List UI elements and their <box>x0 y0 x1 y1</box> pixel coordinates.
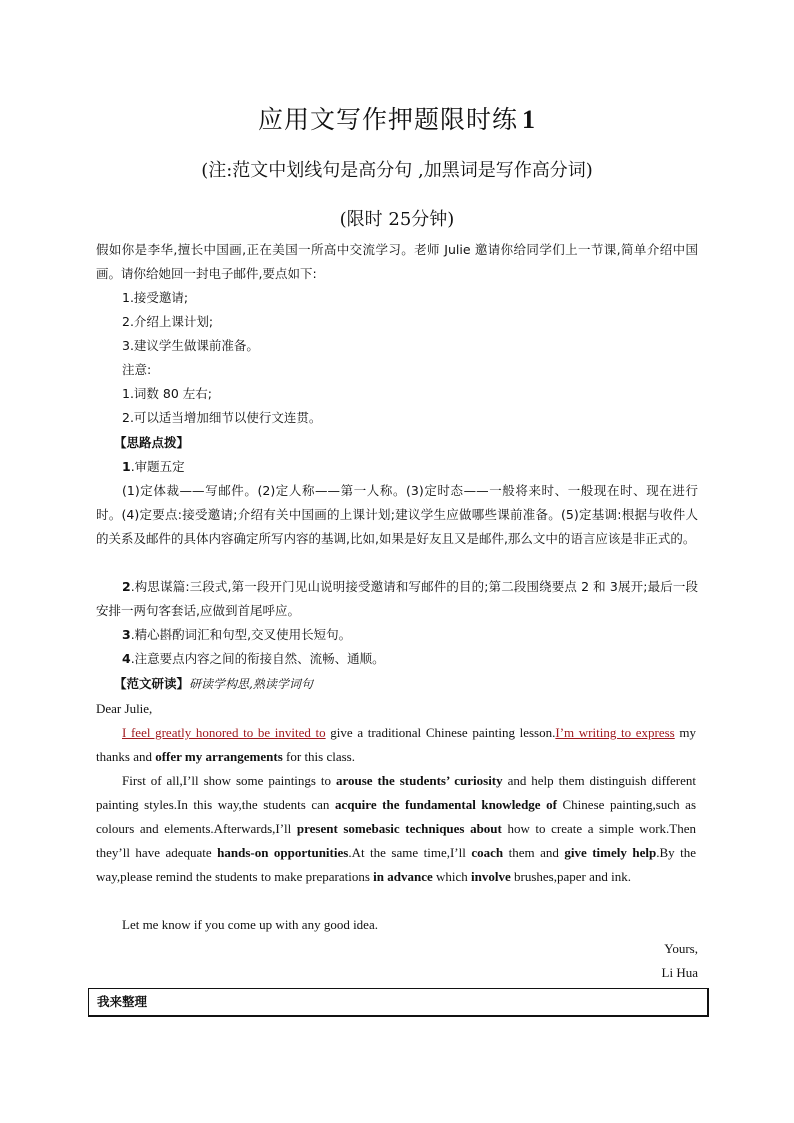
closing: Yours, <box>664 941 698 956</box>
high-score-word: give timely help <box>564 845 657 860</box>
text-run: brushes,paper and ink. <box>510 869 631 884</box>
tips-step-1-body: (1)定体裁——写邮件。(2)定人称——第一人称。(3)定时态——一般将来时、一般现在时、现在进行时。(4)定要点:接受邀请;介绍有关中国画的上课计划;建议学生应做哪些课前准备。(5)定基调:根据与收件人的关系及邮件的具体内容确定所写内容的基调,比如,如果是好友且又是邮件,那么文中的语言应该是非正式的。 <box>96 483 698 546</box>
title-text: 应用文写作押题限时练 <box>257 105 518 134</box>
text-run: and help them distinguish different painting styles.In this way,the students can <box>96 773 696 812</box>
signature: Li Hua <box>661 965 698 980</box>
model-paragraph-2 <box>96 769 696 889</box>
text-run: First of all,I’ll show some paintings to <box>122 773 336 788</box>
tips-step-1-title <box>122 455 185 479</box>
step-number: 1 <box>122 459 131 474</box>
step-number: 4 <box>122 651 131 666</box>
text-run: which <box>432 869 472 884</box>
step-text: .构思谋篇:三段式,第一段开门见山说明接受邀请和写邮件的目的;第二段围绕要点 2 和 3展开;最后一段安排一两句客套话,应做到首尾呼应。 <box>96 579 698 618</box>
tips-step-3 <box>122 623 351 647</box>
model-paragraph-1 <box>96 721 696 769</box>
high-score-word: acquire the fundamental knowledge of <box>334 797 557 812</box>
high-score-sentence: I’m writing to express <box>555 725 675 740</box>
text-run: for this class. <box>282 749 355 764</box>
tips-label: 【思路点拨】 <box>114 435 190 450</box>
text-run: them and <box>503 845 565 860</box>
text-run: .At the same time,I’ll <box>348 845 472 860</box>
text-run: my thanks and <box>96 725 696 764</box>
high-score-word: present somebasic techniques about <box>296 821 502 836</box>
page-title <box>0 100 794 136</box>
step-text: .精心斟酌词汇和句型,交叉使用长短句。 <box>130 627 352 642</box>
text-run: Chinese painting,such as colours and elements.Afterwards,I’ll <box>96 797 696 836</box>
tips-step-2 <box>96 575 698 623</box>
subtitle-note: (注:范文中划线句是高分句 ,加黑词是写作高分词) <box>201 160 593 181</box>
time-limit: (限时 25分钟) <box>339 209 455 230</box>
high-score-word: hands-on opportunities <box>217 845 349 860</box>
notes-box-label: 我来整理 <box>97 994 148 1009</box>
notes-label: 注意: <box>122 362 152 377</box>
step-text: .审题五定 <box>130 459 185 474</box>
text-run: .By the way,please remind the students to make preparations <box>96 845 696 884</box>
prompt-intro: 假如你是李华,擅长中国画,正在美国一所高中交流学习。老师 Julie 邀请你给同学们上一节课,简单介绍中国画。请你给她回一封电子邮件,要点如下: <box>96 242 698 281</box>
note-2: 2.可以适当增加细节以使行文连贯。 <box>122 410 322 425</box>
model-label-text: 【范文研读】 <box>114 676 190 691</box>
step-number: 3 <box>122 627 131 642</box>
prompt-point-3: 3.建议学生做课前准备。 <box>122 338 259 353</box>
title-number: 1 <box>522 105 536 134</box>
high-score-word: offer my arrangements <box>155 749 283 764</box>
step-text: .注意要点内容之间的衔接自然、流畅、通顺。 <box>130 651 385 666</box>
tips-step-4 <box>122 647 385 671</box>
note-1: 1.词数 80 左右; <box>122 386 212 401</box>
model-label-note: 研读学构思,熟读学词句 <box>189 677 313 691</box>
high-score-word: arouse the students’ curiosity <box>335 773 503 788</box>
model-label <box>114 672 313 696</box>
greeting: Dear Julie, <box>96 701 153 716</box>
prompt-point-2: 2.介绍上课计划; <box>122 314 214 329</box>
notes-box[interactable] <box>88 988 709 1017</box>
text-run: how to create a simple work.Then they’ll have adequate <box>96 821 696 860</box>
step-number: 2 <box>122 579 131 594</box>
model-paragraph-3: Let me know if you come up with any good idea. <box>122 917 378 932</box>
high-score-word: coach <box>471 845 504 860</box>
high-score-word: involve <box>471 869 511 884</box>
high-score-sentence: I feel greatly honored to be invited to <box>122 725 326 740</box>
text-run: give a traditional Chinese painting lesson. <box>325 725 556 740</box>
prompt-point-1: 1.接受邀请; <box>122 290 189 305</box>
high-score-word: in advance <box>373 869 433 884</box>
